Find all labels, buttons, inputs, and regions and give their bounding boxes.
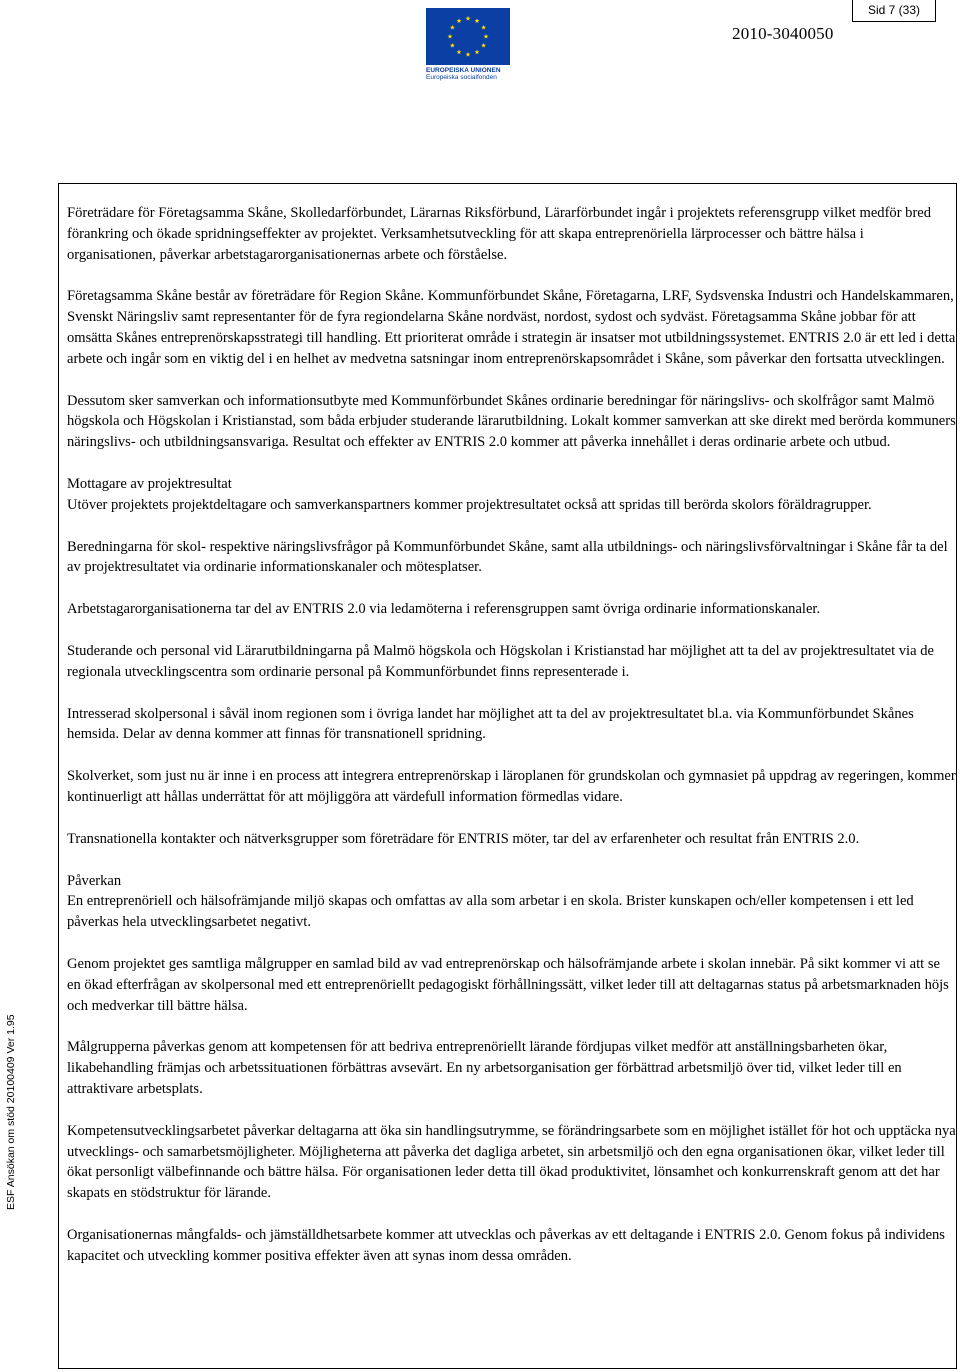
section-mottagare: [67, 474, 956, 516]
paragraph: Intresserad skolpersonal i såväl inom regionen som i övriga landet har möjlighet att ta del av projektresultatet bl.a. via Kommunförbundet Skånes hemsida. Delar av denna kommer att finnas för transnationell spridning.: [67, 705, 914, 743]
paragraph: Skolverket, som just nu är inne i en process att integrera entreprenörskap i läroplanen för grundskolan och gymnasiet på uppdrag av regeringen, kommer kontinuerligt att hållas underrättat för att möjliggöra att värdefull information förmedlas vidare.: [67, 768, 956, 805]
paragraph: Utöver projektets projektdeltagare och samverkanspartners kommer projektresultatet också att spridas till berörda skolors föräldragrupper.: [67, 496, 872, 513]
paragraph: Genom projektet ges samtliga målgrupper en samlad bild av vad entreprenörskap och hälsofrämjande arbete i skolan innebär. På sikt kommer vi att se en ökad efterfrågan av skolpersonal med ett entreprenöriellt pedagogiskt förhållningssätt, vilket leder till att deltagarnas status på arbetsmarknaden höjs och medverkar till bättre hälsa.: [67, 955, 949, 1014]
paragraph: Företagsamma Skåne består av företrädare för Region Skåne. Kommunförbundet Skåne, Företagarna, LRF, Sydsvenska Industri och Handelskammaren, Svenskt Näringsliv samt representanter för de fyra regiondelarna Skåne nordväst, nordost, sydost och sydväst. Företagsamma Skåne jobbar för att omsätta Skånes entreprenörskapsstrategi till handling. Ett prioriterat område i strategin är insatser mot utbildningssystemet. ENTRIS 2.0 är ett led i detta arbete och ingår som en viktig del i en helhet av medvetna satsningar inom entreprenörskapsområdet i Skåne, som påverkar den fortsatta utvecklingen.: [67, 288, 956, 367]
paragraph: En entreprenöriell och hälsofrämjande miljö skapas och omfattas av alla som arbetar i en skola. Brister kunskapen och/eller kompetensen i ett led påverkas hela utvecklingsarbetet negativt.: [67, 893, 914, 931]
section-heading: Mottagare av projektresultat: [67, 475, 232, 492]
paragraph: Beredningarna för skol- respektive näringslivsfrågor på Kommunförbundet Skåne, samt alla utbildnings- och näringslivsförvaltningar i Skåne får ta del av projektresultatet via ordinarie informationskanaler och mötesplatser.: [67, 538, 948, 576]
document-id: 2010-3040050: [732, 24, 834, 43]
paragraph: Transnationella kontakter och nätverksgrupper som företrädare för ENTRIS möter, tar del av erfarenheter och resultat från ENTRIS 2.0.: [67, 830, 860, 847]
section-paverkan: [67, 871, 956, 933]
form-version-label: ESF Ansökan om stöd 20100409 Ver 1.95: [5, 1014, 17, 1210]
paragraph: Arbetstagarorganisationerna tar del av ENTRIS 2.0 via ledamöterna i referensgruppen samt övriga ordinarie informationskanaler.: [67, 601, 821, 618]
page-number: Sid 7 (33): [852, 0, 936, 22]
paragraph: Målgrupperna påverkas genom att kompetensen för att bedriva entreprenöriellt lärande fördjupas vilket medför att anställningsbarheten ökar, likabehandling främjas och arbetssituationen förbättras avsevärt. En ny arbetsorganisation ger förbättrad arbetsmiljö över tid, vilket leder till en attraktivare arbetsplats.: [67, 1039, 902, 1097]
eu-flag-icon: [426, 8, 510, 65]
paragraph: Organisationernas mångfalds- och jämställdhetsarbete kommer att utvecklas och påverkas av ett deltagande i ENTRIS 2.0. Genom fokus på individens kapacitet och utveckling kommer positiva effekter även att synas inom dessa områden.: [67, 1226, 945, 1264]
eu-logo: [426, 8, 510, 81]
section-heading: Påverkan: [67, 872, 122, 889]
eu-logo-line2: Europeiska socialfonden: [426, 74, 497, 81]
paragraph: Dessutom sker samverkan och informationsutbyte med Kommunförbundet Skånes ordinarie beredningar för näringslivs- och skolfrågor samt Malmö högskola och Högskolan i Kristianstad, som båda erbjuder studerande lärarutbildning. Lokalt kommer samverkan att ske direkt med berörda kommuners näringslivs- och utbildningsansvariga. Resultat och effekter av ENTRIS 2.0 kommer att påverka innehållet i deras ordinarie arbete och utbud.: [67, 392, 956, 451]
paragraph: Kompetensutvecklingsarbetet påverkar deltagarna att öka sin handlingsutrymme, se förändringsarbete som en möjlighet istället för hot och upptäcka nya utvecklings- och samarbetsmöjligheter. Möjligheterna att påverka det dagliga arbetet, sin arbetsmiljö och den egna organisationen ökar, vilket leder till ökat personligt välbefinnande och bättre hälsa. För organisationen leder detta till ökad produktivitet, lönsamhet och konkurrenskraft genom att det har skapats en stödstruktur för lärande.: [67, 1122, 956, 1202]
document-body: [67, 203, 956, 1266]
paragraph: Företrädare för Företagsamma Skåne, Skolledarförbundet, Lärarnas Riksförbund, Lärarförbundet ingår i projektets referensgrupp vilket medför bred förankring och ökade spridningseffekter av projektet. Verksamhetsutveckling för att skapa entreprenöriella lärprocesser och bättre hälsa i organisationen, påverkar arbetstagarorganisationernas arbete och förståelse.: [67, 205, 932, 263]
eu-logo-line1: EUROPEISKA UNIONEN: [426, 67, 501, 74]
content-box: [58, 183, 957, 1369]
paragraph: Studerande och personal vid Lärarutbildningarna på Malmö högskola och Högskolan i Kristianstad har möjlighet att ta del av projektresultatet via de regionala utvecklingscentra som ordinarie personal på Kommunförbundet finns representerade i.: [67, 642, 934, 680]
